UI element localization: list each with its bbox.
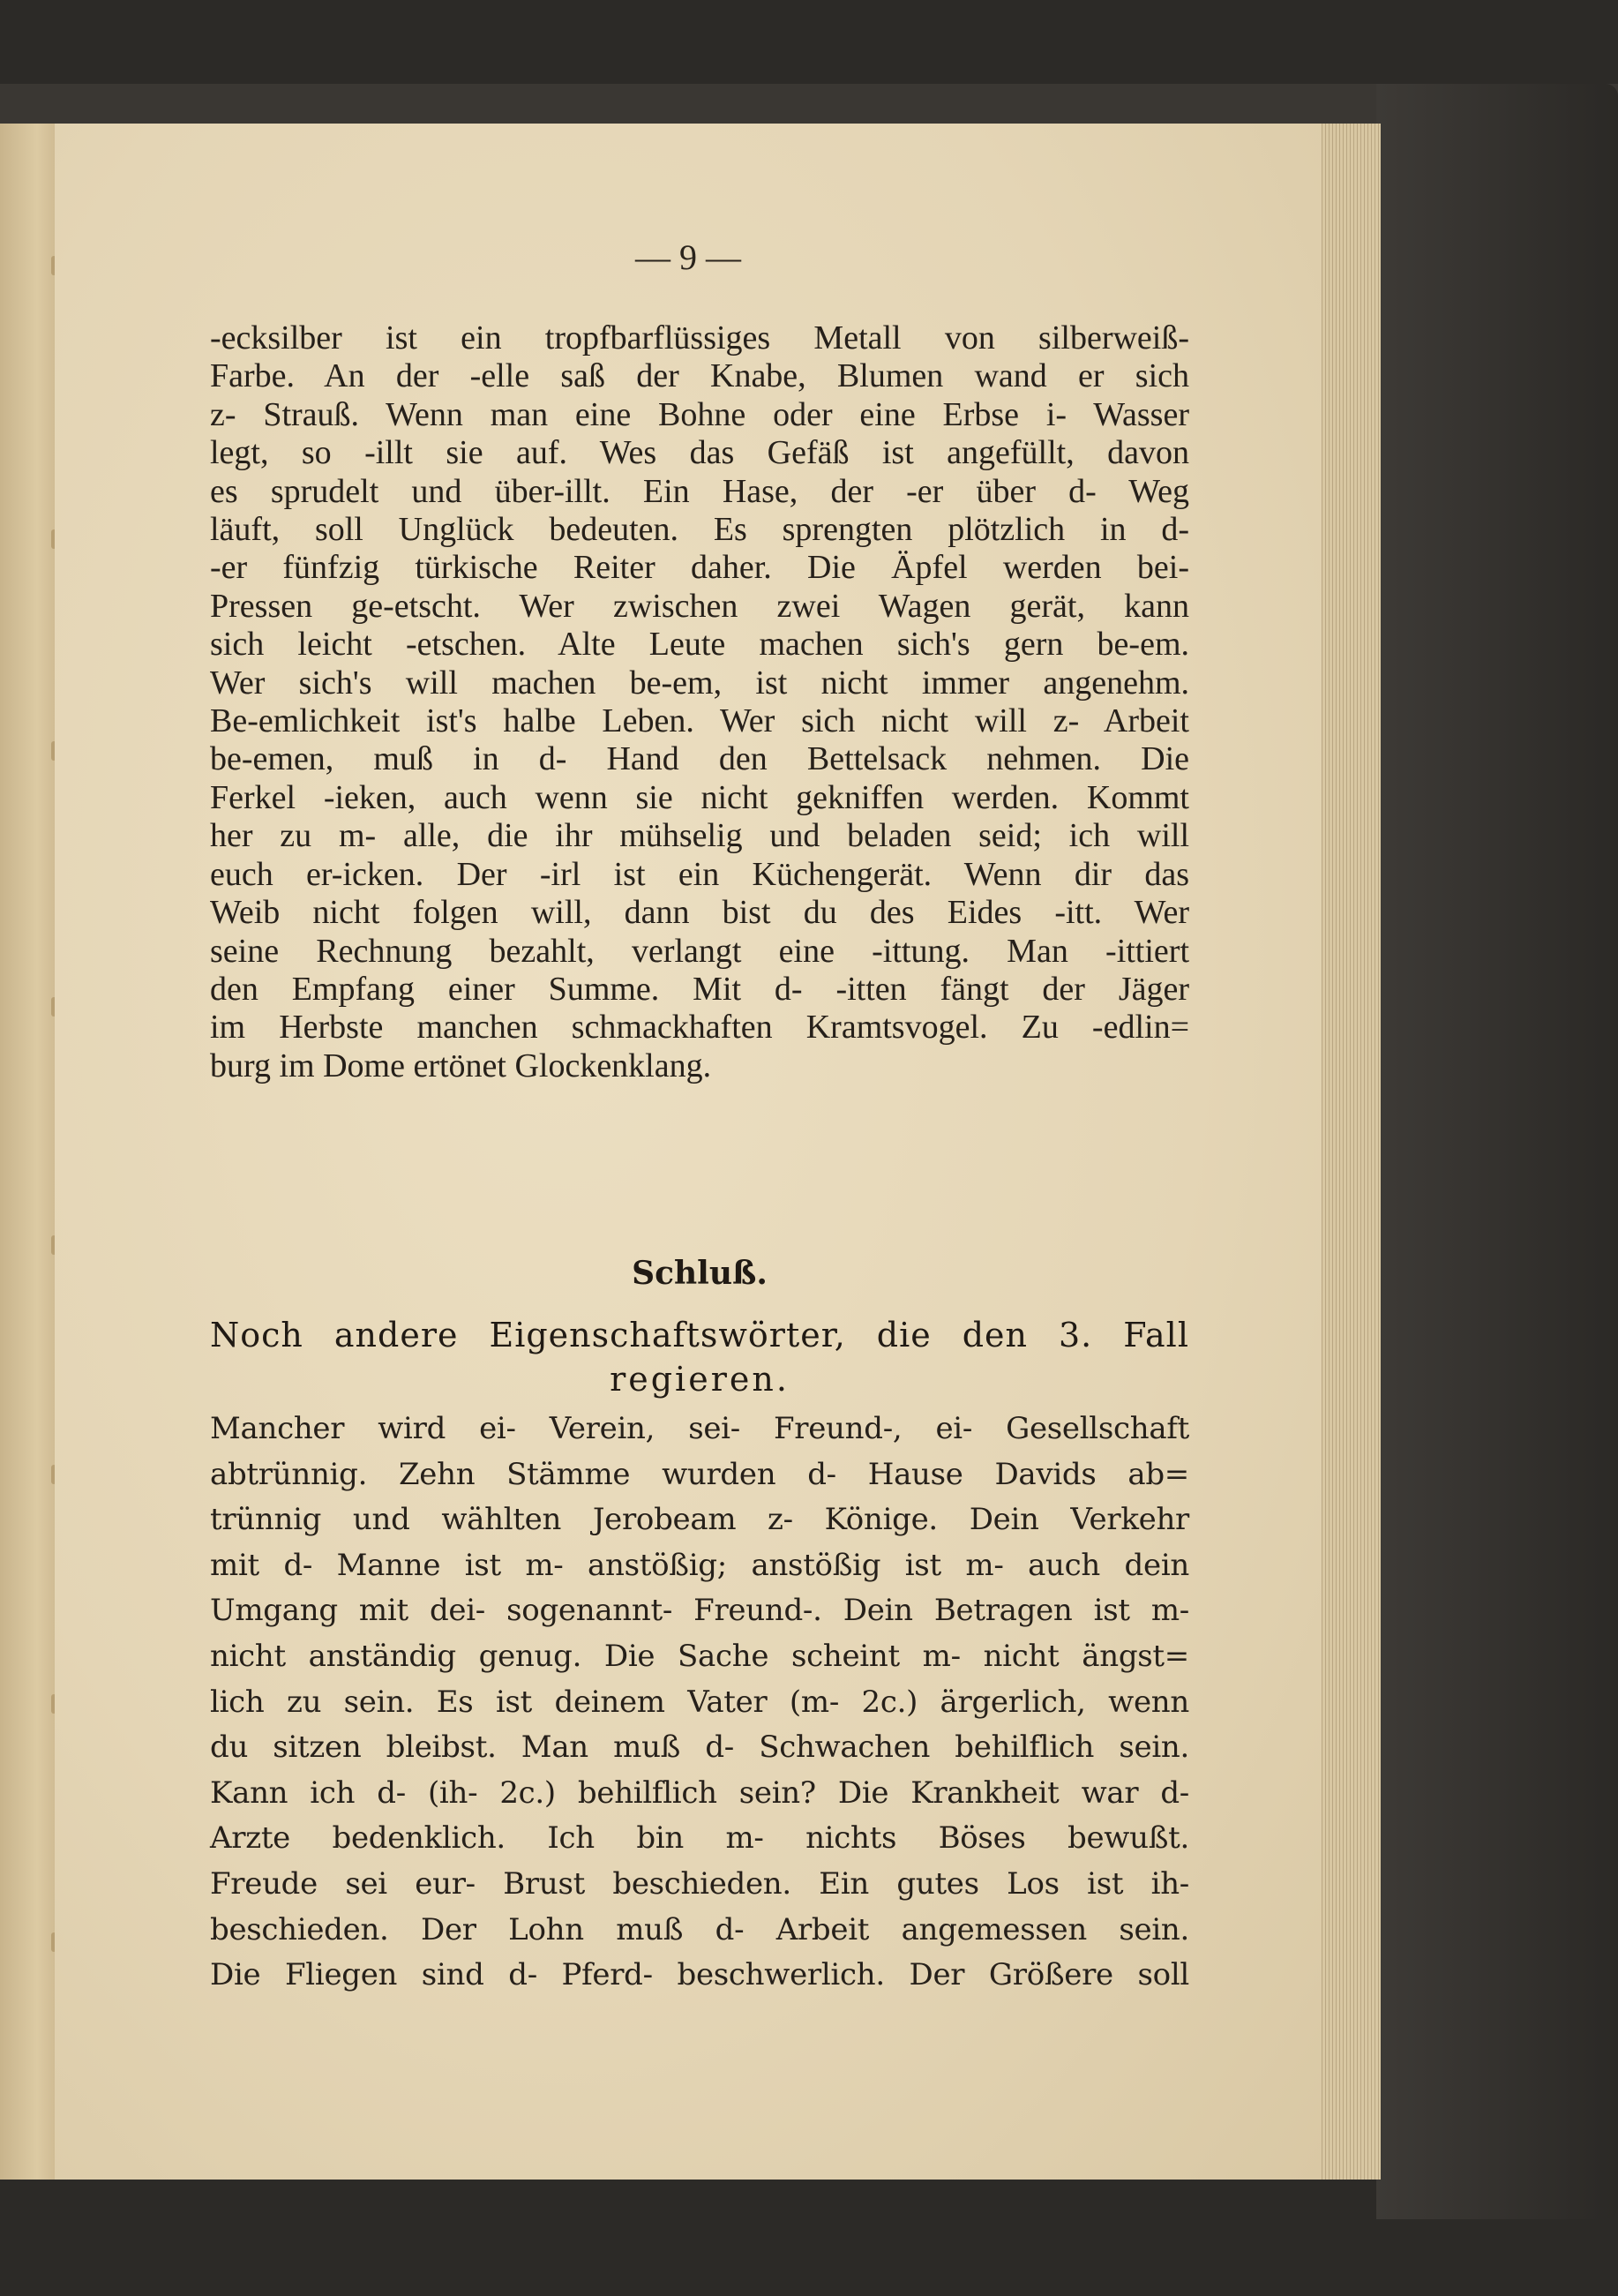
- text-line: läuft, soll Unglück bedeuten. Es sprengten plötzlich in d-: [210, 511, 1189, 549]
- book-cover-right: [1376, 84, 1618, 2219]
- text-line: mit d- Manne ist m- anstößig; anstößig ist m- auch dein: [210, 1547, 1189, 1583]
- text-line: Kann ich d- (ih- 2c.) behilflich sein? Die Krankheit war d-: [210, 1775, 1189, 1811]
- fraktur-paragraph: [210, 1407, 1189, 1999]
- text-line: z- Strauß. Wenn man eine Bohne oder eine Erbse i- Wasser: [210, 395, 1189, 433]
- section-subheading: [210, 1313, 1189, 1401]
- text-line: Be-emlichkeit ist's halbe Leben. Wer sich nicht will z- Arbeit: [210, 702, 1189, 740]
- text-line: -ecksilber ist ein tropfbarflüssiges Metall von silberweiß-: [210, 319, 1189, 356]
- text-line: Pressen ge-etscht. Wer zwischen zwei Wagen gerät, kann: [210, 587, 1189, 625]
- text-line: burg im Dome ertönet Glockenklang.: [210, 1047, 712, 1084]
- subheading-line: regieren.: [610, 1360, 790, 1399]
- section-heading: Schluß.: [632, 1255, 768, 1292]
- page-number: — 9 —: [635, 237, 741, 277]
- text-line: lich zu sein. Es ist deinem Vater (m- 2c.) ärgerlich, wenn: [210, 1684, 1189, 1720]
- text-line: Ferkel -ieken, auch wenn sie nicht gekniffen werden. Kommt: [210, 778, 1189, 816]
- text-line: Farbe. An der -elle saß der Knabe, Blumen wand er sich: [210, 357, 1189, 395]
- text-line: -er fünfzig türkische Reiter daher. Die Äpfel werden bei-: [210, 549, 1189, 587]
- text-line: her zu m- alle, die ihr mühselig und beladen seid; ich will: [210, 817, 1189, 855]
- text-line: euch er-icken. Der -irl ist ein Küchengerät. Wenn dir das: [210, 855, 1189, 893]
- text-line: im Herbste manchen schmackhaften Kramtsvogel. Zu -edlin=: [210, 1009, 1189, 1047]
- text-line: es sprudelt und über-illt. Ein Hase, der -er über d- Weg: [210, 472, 1189, 510]
- text-line: Arzte bedenklich. Ich bin m- nichts Böses bewußt.: [210, 1820, 1189, 1857]
- book-page: [55, 124, 1322, 2180]
- page-edges: [1319, 124, 1381, 2180]
- text-line: abtrünnig. Zehn Stämme wurden d- Hause Davids ab=: [210, 1456, 1189, 1492]
- text-line: den Empfang einer Summe. Mit d- -itten fängt der Jäger: [210, 970, 1189, 1008]
- text-line: legt, so -illt sie auf. Wes das Gefäß ist angefüllt, davon: [210, 434, 1189, 472]
- text-line: nicht anständig genug. Die Sache scheint m- nicht ängst=: [210, 1638, 1189, 1674]
- text-line: Umgang mit dei- sogenannt- Freund-. Dein Betragen ist m-: [210, 1593, 1189, 1629]
- subheading-line: Noch andere Eigenschaftswörter, die den 3. Fall: [210, 1316, 1189, 1354]
- roman-paragraph: [210, 319, 1189, 1085]
- text-line: Mancher wird ei- Verein, sei- Freund-, ei- Gesellschaft: [210, 1411, 1189, 1446]
- text-line: seine Rechnung bezahlt, verlangt eine -ittung. Man -ittiert: [210, 932, 1189, 970]
- text-line: Wer sich's will machen be-em, ist nicht immer angenehm.: [210, 664, 1189, 702]
- text-line: be-emen, muß in d- Hand den Bettelsack nehmen. Die: [210, 740, 1189, 778]
- text-line: Freude sei eur- Brust beschieden. Ein gutes Los ist ih-: [210, 1865, 1189, 1902]
- text-line: du sitzen bleibst. Man muß d- Schwachen behilflich sein.: [210, 1730, 1189, 1766]
- text-line: Die Fliegen sind d- Pferd- beschwerlich. Der Größere soll: [210, 1957, 1189, 1993]
- text-line: Weib nicht folgen will, dann bist du des Eides -itt. Wer: [210, 894, 1189, 932]
- text-line: trünnig und wählten Jerobeam z- Könige. Dein Verkehr: [210, 1502, 1189, 1538]
- text-line: sich leicht -etschen. Alte Leute machen sich's gern be-em.: [210, 626, 1189, 664]
- text-line: beschieden. Der Lohn muß d- Arbeit angemessen sein.: [210, 1911, 1189, 1947]
